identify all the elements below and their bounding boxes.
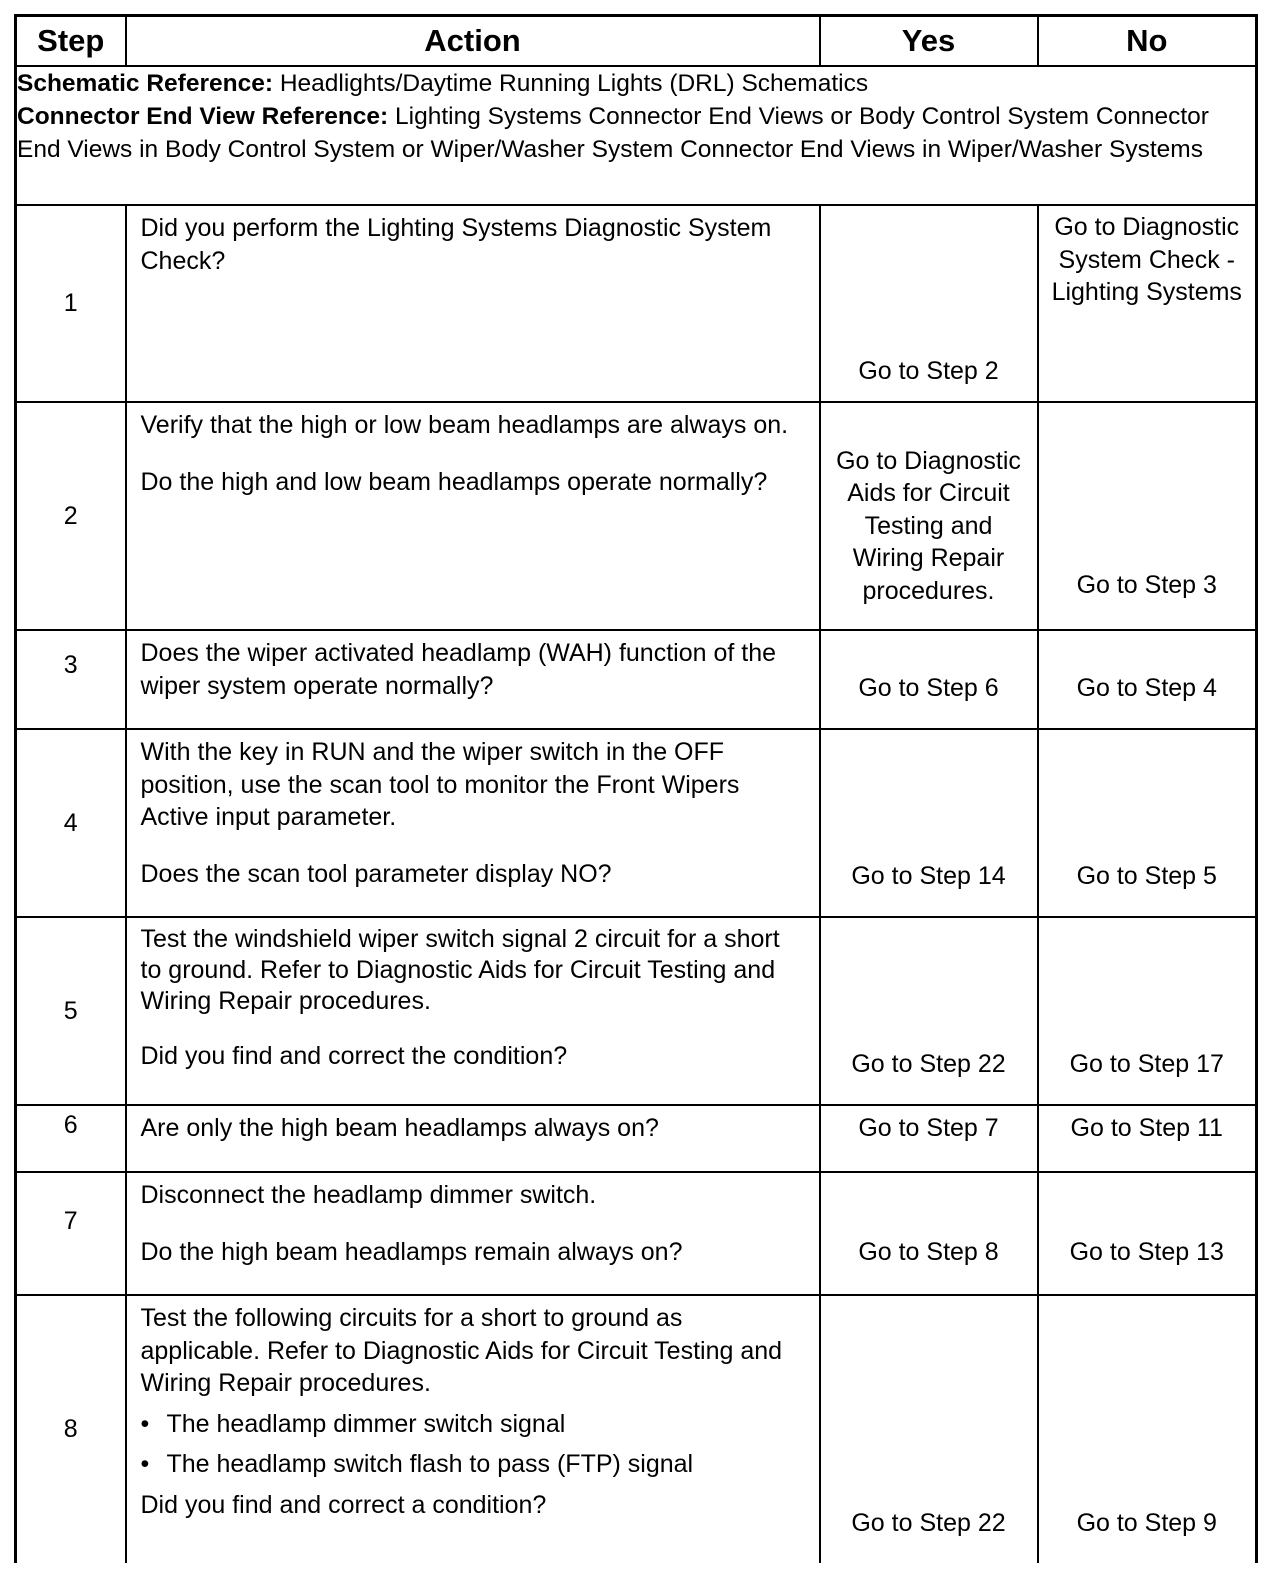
yes-cell (820, 1172, 1038, 1295)
connector-reference (17, 103, 1209, 163)
action-cell (126, 402, 820, 630)
yes-text: Go to Step 22 (851, 1508, 1006, 1537)
action-cell (126, 729, 820, 917)
table-row (16, 917, 1257, 1105)
step-number: 5 (16, 917, 126, 1105)
schematic-reference-label: Schematic Reference: (17, 70, 274, 97)
action-cell (126, 1172, 820, 1295)
no-cell (1038, 1172, 1257, 1295)
no-cell (1038, 1105, 1257, 1172)
no-cell (1038, 917, 1257, 1105)
no-cell (1038, 1295, 1257, 1563)
no-text: Go to Step 4 (1076, 673, 1217, 702)
action-cell (126, 630, 820, 729)
action-question: Do the high and low beam headlamps operate normally? (140, 467, 768, 496)
step-number: 2 (16, 402, 126, 630)
yes-cell (820, 729, 1038, 917)
yes-cell (820, 1295, 1038, 1563)
action-cell (126, 917, 820, 1105)
table-row (16, 630, 1257, 729)
list-item: • The headlamp dimmer switch signal (141, 1408, 805, 1441)
action-question: Did you find and correct the condition? (140, 1042, 568, 1070)
yes-text: Go to Step 2 (858, 356, 999, 385)
action-text: Test the following circuits for a short to ground as applicable. Refer to Diagnostic Aids for Circuit Testing and Wiring Repair procedures. (140, 1304, 783, 1397)
no-text: Go to Step 9 (1076, 1508, 1217, 1537)
reference-cell (16, 66, 1257, 205)
table-row (16, 402, 1257, 630)
yes-text: Go to Step 14 (851, 861, 1006, 890)
schematic-reference-text: Headlights/Daytime Running Lights (DRL) Schematics (279, 70, 869, 97)
table-row (16, 1295, 1257, 1563)
header-row (16, 16, 1257, 67)
yes-text: Go to Step 6 (858, 673, 999, 702)
action-text: Verify that the high or low beam headlamps are always on. (140, 411, 789, 439)
no-cell (1038, 402, 1257, 630)
action-question: Do the high beam headlamps remain always on? (140, 1237, 683, 1266)
step-number: 8 (16, 1295, 126, 1563)
circuit-list (141, 1408, 805, 1481)
no-text: Go to Step 3 (1076, 570, 1217, 599)
list-item: • The headlamp switch flash to pass (FTP) signal (141, 1448, 805, 1481)
no-cell (1038, 630, 1257, 729)
no-text: Go to Step 13 (1069, 1237, 1224, 1266)
yes-text: Go to Diagnostic Aids for Circuit Testing and Wiring Repair procedures. (836, 446, 1021, 605)
connector-reference-text: Lighting Systems Connector End Views or Body Control System Connector End Views in Body Control System or Wiper/Washer System Connector End Views in Wiper/Washer Systems (17, 103, 1209, 163)
no-cell (1038, 729, 1257, 917)
step-number: 3 (16, 630, 126, 729)
action-text: Disconnect the headlamp dimmer switch. (140, 1181, 597, 1209)
no-text: Go to Step 11 (1070, 1114, 1223, 1142)
table-row (16, 1105, 1257, 1172)
step-number: 7 (16, 1172, 126, 1295)
yes-text: Go to Step 7 (858, 1114, 999, 1142)
table-row (16, 729, 1257, 917)
no-text: Go to Step 5 (1076, 861, 1217, 890)
connector-reference-label: Connector End View Reference: (17, 103, 389, 130)
header-yes: Yes (820, 16, 1038, 67)
yes-cell (820, 402, 1038, 630)
step-number: 6 (16, 1105, 126, 1172)
no-cell (1038, 205, 1257, 402)
step-number: 1 (16, 205, 126, 402)
yes-text: Go to Step 8 (858, 1237, 999, 1266)
table-row (16, 205, 1257, 402)
header-step: Step (16, 16, 126, 67)
step-number: 4 (16, 729, 126, 917)
action-cell (126, 1105, 820, 1172)
action-cell (126, 1295, 820, 1563)
yes-cell (820, 630, 1038, 729)
yes-text: Go to Step 22 (851, 1049, 1006, 1078)
no-text: Go to Diagnostic System Check - Lighting Systems (1051, 213, 1242, 306)
no-text: Go to Step 17 (1069, 1049, 1224, 1078)
action-cell (126, 205, 820, 402)
header-action: Action (126, 16, 820, 67)
reference-row (16, 66, 1257, 205)
action-text: Test the windshield wiper switch signal 2 circuit for a short to ground. Refer to Diagnostic Aids for Circuit Testing and Wiring Repair procedures. (140, 925, 780, 1015)
action-text: Did you perform the Lighting Systems Diagnostic System Check? (140, 214, 772, 275)
header-no: No (1038, 16, 1257, 67)
diagnostic-table (14, 14, 1258, 1563)
schematic-reference (17, 67, 1255, 100)
action-text: Does the wiper activated headlamp (WAH) function of the wiper system operate normally? (140, 639, 776, 700)
action-question: Does the scan tool parameter display NO? (140, 859, 612, 888)
action-text: Are only the high beam headlamps always on? (140, 1114, 659, 1142)
action-question: Did you find and correct a condition? (140, 1490, 547, 1519)
yes-cell (820, 205, 1038, 402)
table-row (16, 1172, 1257, 1295)
action-text: With the key in RUN and the wiper switch in the OFF position, use the scan tool to monitor the Front Wipers Active input parameter. (140, 738, 740, 831)
yes-cell (820, 917, 1038, 1105)
yes-cell (820, 1105, 1038, 1172)
